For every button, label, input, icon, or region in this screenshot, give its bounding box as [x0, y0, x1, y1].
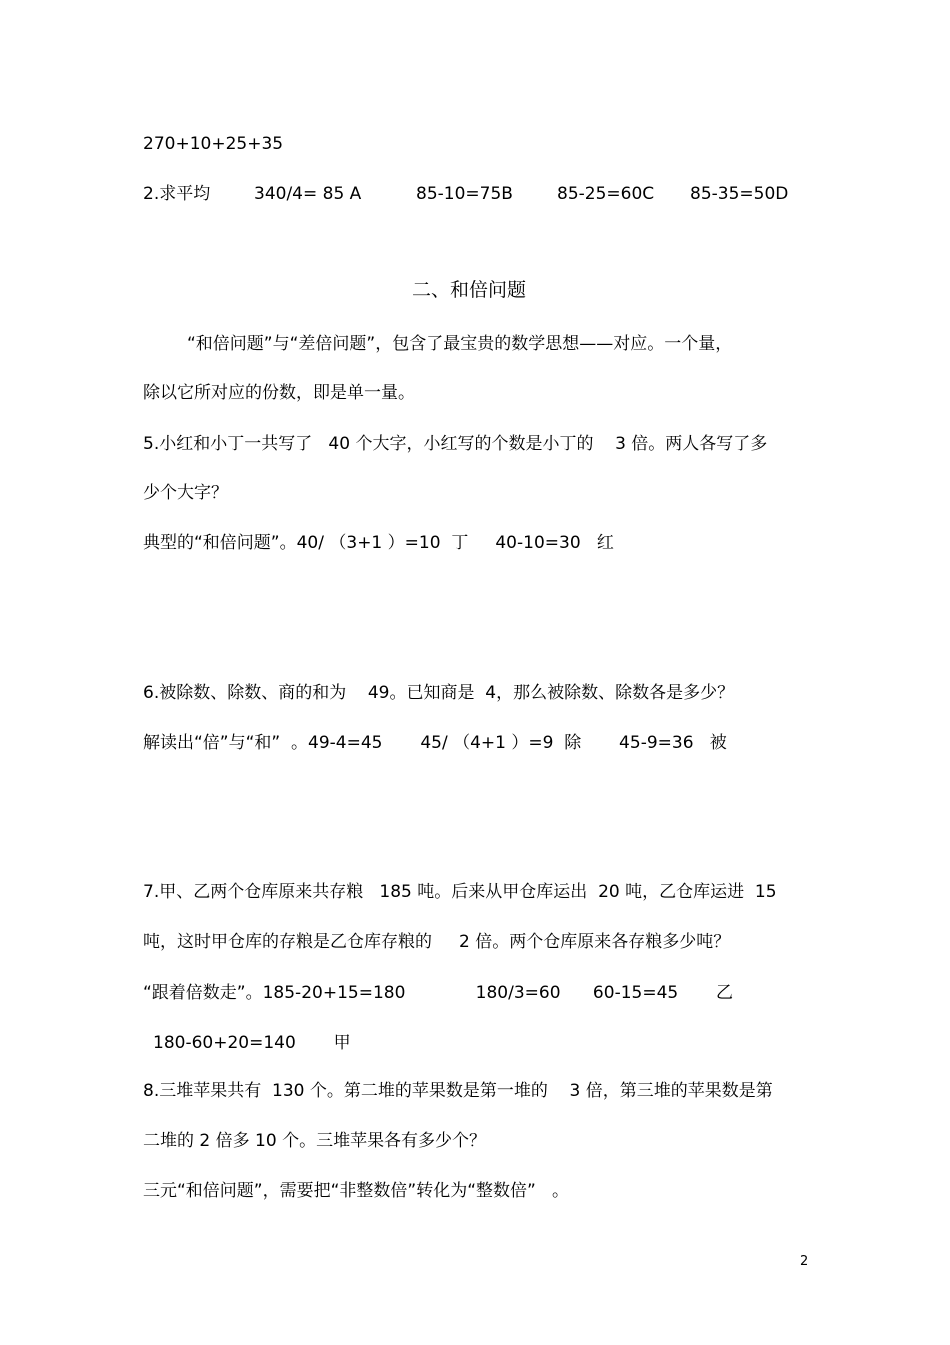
calc-b: 85-10=75B [416, 184, 513, 204]
calc-c: 85-25=60C [557, 184, 655, 204]
calc-average: 340/4= 85 A [254, 184, 362, 204]
intro-paragraph-line-2: 除以它所对应的份数，即是单一量。 [143, 383, 415, 403]
section-title: 二、和倍问题 [412, 279, 527, 301]
calc-line-sum: 270+10+25+35 [143, 134, 284, 154]
step-label-average: 2.求平均 [143, 184, 211, 204]
answer-5: 典型的“和倍问题”。40/ （3+1 ）=10 丁 40-10=30 红 [143, 533, 614, 553]
answer-6: 解读出“倍”与“和” 。49-4=45 45/ （4+1 ）=9 除 45-9=36 被 [143, 733, 727, 753]
question-5-line-1: 5.小红和小丁一共写了 40 个大字，小红写的个数是小丁的 3 倍。两人各写了多 [143, 434, 768, 454]
page-number: 2 [800, 1254, 809, 1269]
answer-8: 三元“和倍问题”，需要把“非整数倍”转化为“整数倍” 。 [143, 1181, 570, 1201]
question-7-line-2: 吨，这时甲仓库的存粮是乙仓库存粮的 2 倍。两个仓库原来各存粮多少吨？ [143, 932, 731, 952]
intro-paragraph-line-1: “和倍问题”与“差倍问题”，包含了最宝贵的数学思想——对应。一个量， [187, 334, 733, 354]
calc-d: 85-35=50D [690, 184, 789, 204]
answer-7-line-1: “跟着倍数走”。185-20+15=180 180/3=60 60-15=45 乙 [143, 983, 734, 1003]
question-7-line-1: 7.甲、乙两个仓库原来共存粮 185 吨。后来从甲仓库运出 20 吨，乙仓库运进 15 [143, 882, 777, 902]
question-8-line-1: 8.三堆苹果共有 130 个。第二堆的苹果数是第一堆的 3 倍，第三堆的苹果数是第 [143, 1081, 773, 1101]
question-5-line-2: 少个大字？ [143, 483, 228, 503]
question-6: 6.被除数、除数、商的和为 49。已知商是 4，那么被除数、除数各是多少？ [143, 683, 735, 703]
answer-7-line-2: 180-60+20=140 甲 [153, 1033, 351, 1053]
question-8-line-2: 二堆的 2 倍多 10 个。三堆苹果各有多少个？ [143, 1131, 487, 1151]
